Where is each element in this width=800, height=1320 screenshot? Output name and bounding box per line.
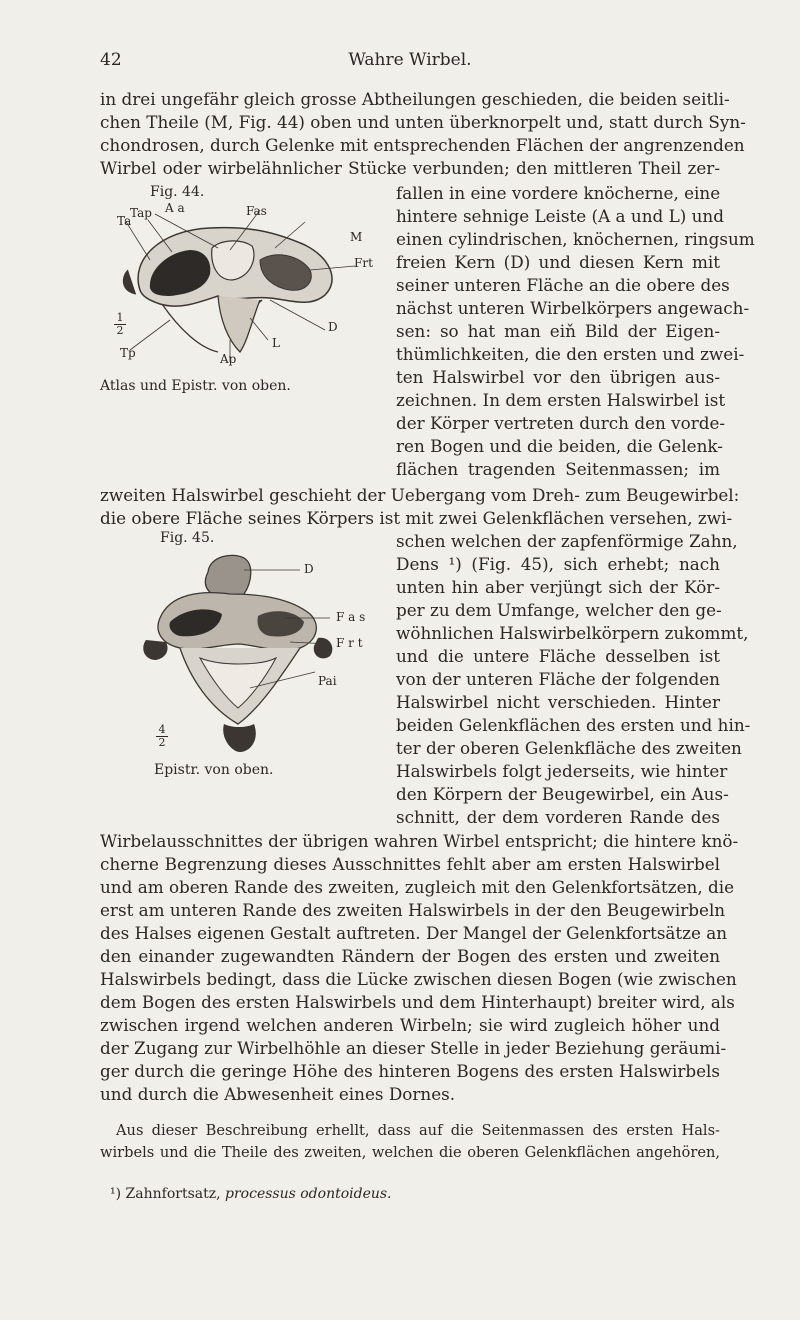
text-line: und am oberen Rande des zweiten, zugleich mit den Gelenkfortsätzen, die (100, 877, 735, 897)
text-line: chondrosen, durch Gelenke mit entsprechenden Flächen der angrenzenden (100, 135, 745, 155)
text-line: einen cylindrischen, knöchernen, ringsum (396, 229, 755, 249)
text-line: der Körper vertreten durch den vorde- (396, 413, 726, 433)
text-line: fallen in eine vordere knöcherne, eine (396, 183, 721, 203)
text-line: Halswirbel nicht verschieden. Hinter (396, 692, 720, 712)
text-line: und durch die Abwesenheit eines Dornes. (100, 1084, 456, 1104)
footnote (110, 1186, 392, 1202)
text-line: die obere Fläche seines Körpers ist mit zwei Gelenkflächen versehen, zwi- (100, 508, 733, 528)
footnote-text: Zahnfortsatz, (125, 1186, 221, 1202)
text-line: von der unteren Fläche der folgenden (396, 669, 720, 689)
atlas-epistropheus-drawing (100, 200, 390, 370)
text-line: per zu dem Umfange, welcher den ge- (396, 600, 722, 620)
text-line: erst am unteren Rande des zweiten Halswirbels in der den Beugewirbeln (100, 900, 726, 920)
fig44-illustration (100, 200, 390, 370)
fig44-scale-denominator: 2 (114, 324, 126, 337)
fig45-label-frt: F r t (336, 636, 363, 650)
running-title: Wahre Wirbel. (348, 50, 472, 70)
text-line: des Halses eigenen Gestalt auftreten. Der Mangel der Gelenkfortsätze an (100, 923, 728, 943)
fig44-label-fas: Fas (246, 204, 267, 218)
text-line: schnitt, der dem vorderen Rande des (396, 807, 720, 827)
text-line: den Körpern der Beugewirbel, ein Aus- (396, 784, 729, 804)
text-line: sen: so hat man eiň Bild der Eigen- (396, 321, 720, 341)
text-line: dem Bogen des ersten Halswirbels und dem Hinterhaupt) breiter wird, als (100, 992, 735, 1012)
text-line: seiner unteren Fläche an die obere des (396, 275, 730, 295)
fig44-caption: Atlas und Epistr. von oben. (100, 378, 291, 394)
text-line: hintere sehnige Leiste (A a und L) und (396, 206, 724, 226)
text-line: schen welchen der zapfenförmige Zahn, (396, 531, 738, 551)
text-line: der Zugang zur Wirbelhöhle an dieser Stelle in jeder Beziehung geräumi- (100, 1038, 727, 1058)
text-line: zeichnen. In dem ersten Halswirbel ist (396, 390, 726, 410)
text-line: flächen tragenden Seitenmassen; im (396, 459, 720, 479)
text-line: Dens ¹) (Fig. 45), sich erhebt; nach (396, 554, 720, 574)
text-line: beiden Gelenkflächen des ersten und hin- (396, 715, 751, 735)
text-line-small: wirbels und die Theile des zweiten, welchen die oberen Gelenkflächen angehören, (100, 1144, 720, 1161)
text-line: und die untere Fläche desselben ist (396, 646, 720, 666)
text-line: zweiten Halswirbel geschieht der Uebergang vom Dreh- zum Beugewirbel: (100, 485, 740, 505)
text-line: ren Bogen und die beiden, die Gelenk- (396, 436, 723, 456)
page-header (100, 50, 720, 74)
epistropheus-drawing (140, 548, 380, 758)
text-line: nächst unteren Wirbelkörpers angewach- (396, 298, 750, 318)
fig44-label-ap: Ap (220, 352, 237, 366)
fig44-title: Fig. 44. (150, 184, 205, 200)
text-line: den einander zugewandten Rändern der Bogen des ersten und zweiten (100, 946, 720, 966)
text-line: unten hin aber verjüngt sich der Kör- (396, 577, 720, 597)
fig45-scale-numerator: 4 (158, 723, 166, 736)
fig44-label-tp: Tp (120, 346, 136, 360)
text-line: Wirbelausschnittes der übrigen wahren Wirbel entspricht; die hintere knö- (100, 831, 739, 851)
text-line: freien Kern (D) und diesen Kern mit (396, 252, 720, 272)
text-line: thümlichkeiten, die den ersten und zwei- (396, 344, 745, 364)
fig45-scale (156, 724, 168, 749)
fig45-label-d: D (304, 562, 314, 576)
text-line: in drei ungefähr gleich grosse Abtheilungen geschieden, die beiden seitli- (100, 89, 730, 109)
footnote-italic: processus odontoideus. (225, 1186, 392, 1202)
text-line: zwischen irgend welchen anderen Wirbeln; sie wird zugleich höher und (100, 1015, 720, 1035)
text-line: ten Halswirbel vor den übrigen aus- (396, 367, 720, 387)
text-line: chen Theile (M, Fig. 44) oben und unten überknorpelt und, statt durch Syn- (100, 112, 746, 132)
footnote-marker: ¹) (110, 1186, 122, 1202)
fig44-label-tap: Tap (130, 206, 152, 220)
fig45-title: Fig. 45. (160, 530, 215, 546)
fig44-scale (114, 312, 126, 337)
fig44-label-l: L (272, 336, 280, 350)
text-line: ger durch die geringe Höhe des hinteren Bogens des ersten Halswirbels (100, 1061, 720, 1081)
text-line: Halswirbels folgt jederseits, wie hinter (396, 761, 728, 781)
fig44-label-ta: Ta (117, 214, 132, 228)
fig45-illustration (140, 548, 380, 758)
text-line: Halswirbels bedingt, dass die Lücke zwischen diesen Bogen (wie zwischen (100, 969, 737, 989)
fig45-label-pai: Pai (318, 674, 337, 688)
fig45-caption: Epistr. von oben. (154, 762, 274, 778)
text-line: ter der oberen Gelenkfläche des zweiten (396, 738, 742, 758)
fig44-label-aa: A a (165, 201, 185, 215)
text-line: wöhnlichen Halswirbelkörpern zukommt, (396, 623, 749, 643)
fig44-scale-numerator: 1 (116, 311, 124, 324)
fig45-label-fas: F a s (336, 610, 366, 624)
text-line-small: Aus dieser Beschreibung erhellt, dass auf die Seitenmassen des ersten Hals- (116, 1122, 720, 1139)
text-line: cherne Begrenzung dieses Ausschnittes fehlt aber am ersten Halswirbel (100, 854, 720, 874)
fig45-scale-denominator: 2 (156, 736, 168, 749)
text-line: Wirbel oder wirbelähnlicher Stücke verbunden; den mittleren Theil zer- (100, 158, 720, 178)
fig44-label-frt: Frt (354, 256, 373, 270)
page-number: 42 (100, 50, 122, 70)
fig44-label-d: D (328, 320, 338, 334)
fig44-label-m: M (350, 230, 363, 244)
